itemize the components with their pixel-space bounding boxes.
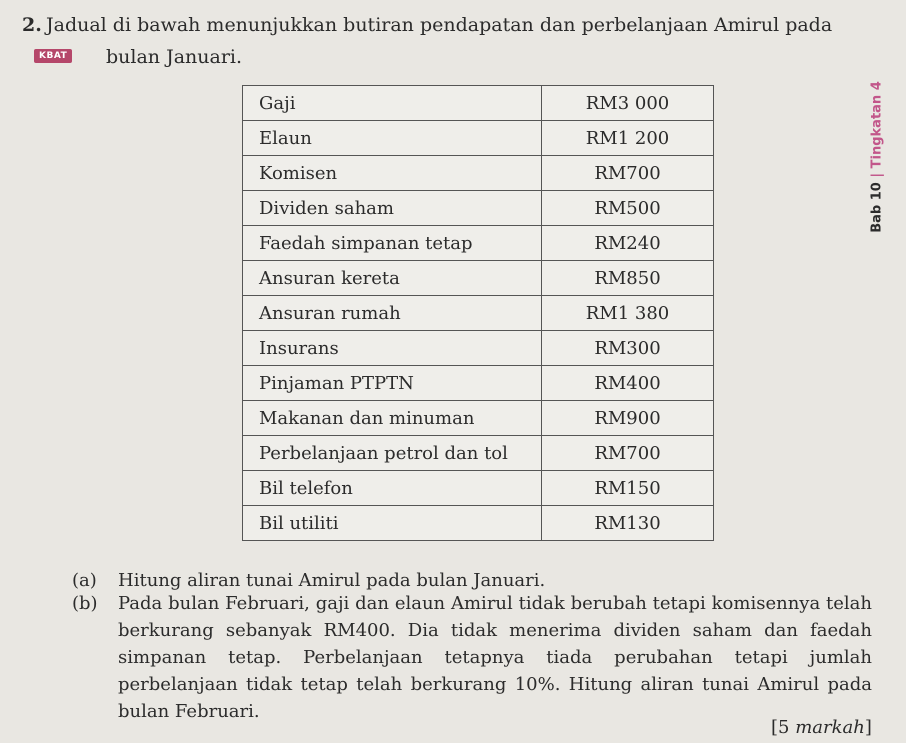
table-cell-item: Ansuran kereta (243, 261, 542, 296)
side-tab-separator: | (869, 172, 885, 178)
side-tab-label (870, 81, 885, 233)
table-row (243, 191, 714, 226)
table-cell-amount: RM700 (542, 436, 714, 471)
table-row (243, 86, 714, 121)
table-row (243, 506, 714, 541)
table-row (243, 226, 714, 261)
side-tab-topic: Tingkatan 4 (869, 81, 885, 169)
table-cell-amount: RM1 380 (542, 296, 714, 331)
table-cell-amount: RM900 (542, 401, 714, 436)
table-body (243, 86, 714, 541)
table-cell-item: Ansuran rumah (243, 296, 542, 331)
table-cell-amount: RM150 (542, 471, 714, 506)
marks-close: ] (864, 717, 872, 738)
table-cell-amount: RM700 (542, 156, 714, 191)
table-cell-amount: RM130 (542, 506, 714, 541)
side-tab-chapter: Bab 10 (869, 182, 885, 233)
table-cell-item: Komisen (243, 156, 542, 191)
question-number: 2. (22, 14, 42, 36)
table-cell-amount: RM3 000 (542, 86, 714, 121)
table-cell-item: Bil telefon (243, 471, 542, 506)
table-row (243, 436, 714, 471)
table-cell-item: Insurans (243, 331, 542, 366)
table-cell-amount: RM500 (542, 191, 714, 226)
table-cell-item: Makanan dan minuman (243, 401, 542, 436)
table-row (243, 121, 714, 156)
table-cell-item: Bil utiliti (243, 506, 542, 541)
table-row (243, 296, 714, 331)
table-cell-amount: RM300 (542, 331, 714, 366)
marks-open: [5 (771, 717, 796, 738)
table-cell-amount: RM1 200 (542, 121, 714, 156)
part-a-text: Hitung aliran tunai Amirul pada bulan Januari. (118, 570, 546, 591)
table-cell-item: Elaun (243, 121, 542, 156)
table-cell-item: Pinjaman PTPTN (243, 366, 542, 401)
table-cell-item: Gaji (243, 86, 542, 121)
part-b-text: Pada bulan Februari, gaji dan elaun Amirul tidak berubah tetapi komisennya telah berkurang sebanyak RM400. Dia tidak menerima dividen saham dan faedah simpanan tetap. Perbelanjaan tetapnya tiada perubahan tetapi jumlah perbelanjaan tidak tetap telah berkurang 10%. Hitung aliran tunai Amirul pada bulan Februari. (118, 593, 872, 722)
table-cell-item: Faedah simpanan tetap (243, 226, 542, 261)
table-cell-item: Perbelanjaan petrol dan tol (243, 436, 542, 471)
table-cell-amount: RM400 (542, 366, 714, 401)
table-row (243, 366, 714, 401)
part-b-label: (b) (72, 593, 98, 614)
marks-word: markah (795, 717, 865, 738)
question-intro-line2: bulan Januari. (106, 46, 243, 68)
table-row (243, 331, 714, 366)
chapter-side-tab (853, 52, 901, 262)
question-intro-line1: Jadual di bawah menunjukkan butiran pendapatan dan perbelanjaan Amirul pada (46, 14, 833, 36)
table-row (243, 471, 714, 506)
table-row (243, 261, 714, 296)
table-cell-item: Dividen saham (243, 191, 542, 226)
table-cell-amount: RM240 (542, 226, 714, 261)
table-cell-amount: RM850 (542, 261, 714, 296)
income-expense-table (242, 85, 714, 541)
table-row (243, 156, 714, 191)
part-a-label: (a) (72, 570, 97, 591)
kbat-badge: KBAT (34, 49, 72, 63)
table-row (243, 401, 714, 436)
marks-label (771, 717, 872, 738)
